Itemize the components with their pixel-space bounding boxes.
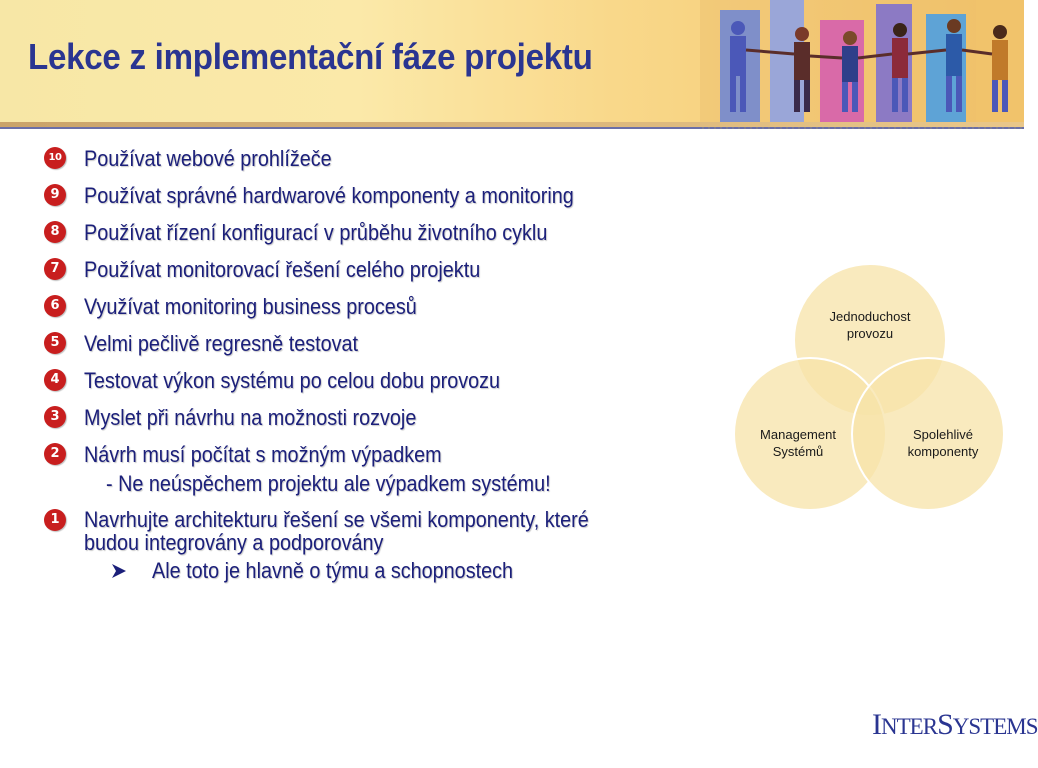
- number-badge: 4: [44, 369, 66, 391]
- list-item-text: Používat webové prohlížeče: [84, 146, 332, 171]
- list-item: [44, 257, 694, 282]
- header-dots: [700, 126, 1024, 130]
- venn-label-left-line2: Systémů: [772, 444, 824, 459]
- sub-bullet: [110, 558, 694, 583]
- list-item-text: Myslet při návrhu na možnosti rozvoje: [84, 405, 417, 430]
- list-item: [44, 508, 694, 554]
- number-badge: 6: [44, 295, 66, 317]
- number-badge: 3: [44, 406, 66, 428]
- list-item: [44, 331, 694, 356]
- slide-title: Lekce z implementační fáze projektu: [28, 36, 593, 77]
- venn-label-right-line1: Spolehlivé: [913, 427, 973, 442]
- number-badge: 7: [44, 258, 66, 280]
- venn-label-top-line2: provozu: [846, 326, 894, 341]
- list-item-text: Používat monitorovací řešení celého projektu: [84, 257, 481, 282]
- list-item: [44, 368, 694, 393]
- list-item: [44, 220, 694, 245]
- list-item: [44, 183, 694, 208]
- list-item-text: Testovat výkon systému po celou dobu provozu: [84, 368, 501, 393]
- venn-diagram: [732, 262, 1006, 512]
- list-item-text: Navrhujte architekturu řešení se všemi komponenty, které budou integrovány a podporovány: [84, 507, 589, 555]
- venn-label-top: [815, 308, 925, 342]
- list-item: [44, 442, 694, 467]
- list-item-text: Používat správné hardwarové komponenty a monitoring: [84, 183, 574, 208]
- logo-part: S: [937, 708, 953, 741]
- list-item-text: Návrh musí počítat s možným výpadkem: [84, 442, 442, 467]
- venn-label-right-line2: komponenty: [907, 444, 979, 459]
- venn-label-left: [743, 426, 853, 460]
- logo-part: YSTEMS: [952, 714, 1038, 739]
- logo-part: NTER: [881, 714, 938, 739]
- lessons-list: [44, 146, 694, 583]
- number-badge: 5: [44, 332, 66, 354]
- list-item: [44, 294, 694, 319]
- number-badge: 1: [44, 509, 66, 531]
- number-badge: 9: [44, 184, 66, 206]
- number-badge: 2: [44, 443, 66, 465]
- sub-bullet-text: Ale toto je hlavně o týmu a schopnostech: [152, 558, 514, 583]
- list-item: [44, 146, 694, 171]
- venn-label-right: [888, 426, 998, 460]
- logo-part: I: [872, 708, 881, 741]
- list-item-text: Využívat monitoring business procesů: [84, 294, 417, 319]
- list-item-subtext: - Ne neúspěchem projektu ale výpadkem systému!: [106, 471, 551, 496]
- arrow-bullet-icon: [110, 562, 128, 580]
- list-item-text: Používat řízení konfigurací v průběhu životního cyklu: [84, 220, 548, 245]
- intersystems-logo: [872, 708, 1038, 742]
- list-item: [44, 405, 694, 430]
- business-people-illustration: [700, 0, 1024, 122]
- list-item-text: Velmi pečlivě regresně testovat: [84, 331, 359, 356]
- number-badge: 8: [44, 221, 66, 243]
- number-badge: 10: [44, 147, 66, 169]
- venn-label-top-line1: Jednoduchost: [829, 309, 911, 324]
- venn-label-left-line1: Management: [760, 427, 836, 442]
- venn-circles: [732, 262, 1006, 512]
